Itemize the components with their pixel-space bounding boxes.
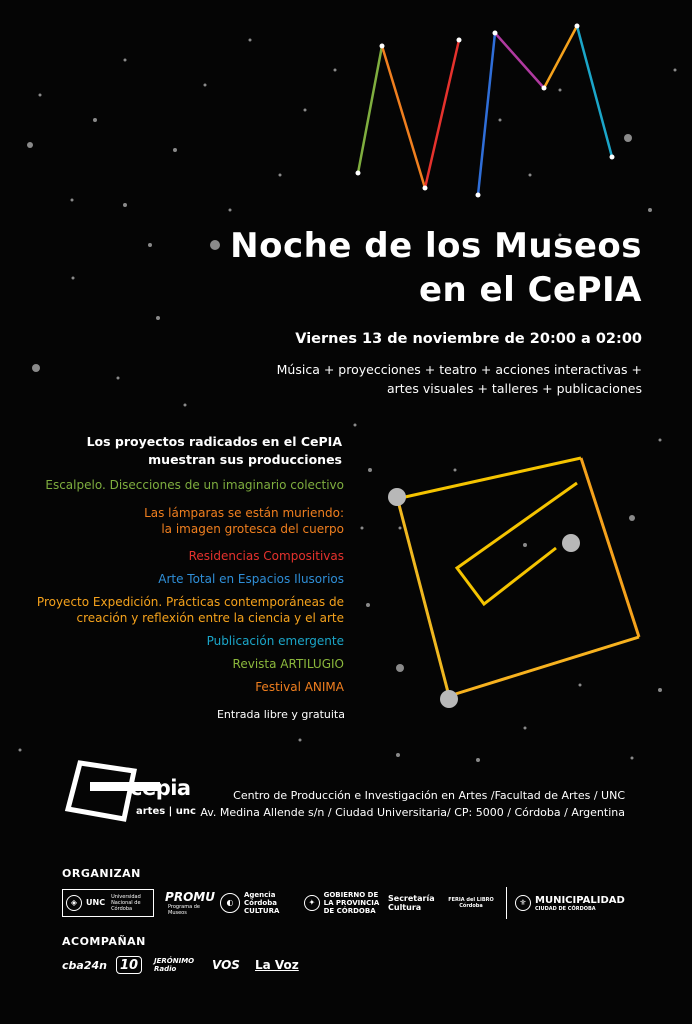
nm-logo [356, 24, 615, 198]
event-title-line1: Noche de los Museos [230, 226, 642, 266]
gobierno-seal-icon: ✦ [304, 895, 320, 911]
agencia-cultura-logo [220, 887, 296, 919]
cepia-logo-sub: artes | unc [136, 806, 196, 817]
feria-logo-text: FERIA del LIBRO Córdoba [448, 897, 494, 909]
secretaria-logo-text: Secretaría Cultura [388, 894, 435, 912]
gobierno-logo-text: GOBIERNO DE LA PROVINCIA DE CÓRDOBA [323, 891, 380, 915]
project-line: Publicación emergente [206, 634, 344, 648]
project-item [4, 571, 344, 587]
event-title-line2: en el CePIA [418, 270, 642, 310]
organizers-label: ORGANIZAN [62, 867, 141, 880]
institution-address [200, 787, 625, 821]
promu-logo-text: PROMU [165, 889, 215, 904]
project-line: Escalpelo. Disecciones de un imaginario colectivo [45, 478, 344, 492]
feria-libro-logo [447, 887, 495, 919]
agencia-icon: ◐ [220, 893, 240, 913]
project-item [4, 679, 344, 695]
activities-line2: artes visuales + talleres + publicaciones [386, 381, 642, 396]
unc-seal-icon: ◈ [66, 895, 82, 911]
projects-heading-line2: muestran sus producciones [148, 452, 342, 467]
project-line: Proyecto Expedición. Prácticas contemporáneas de [36, 595, 344, 609]
projects-list [4, 477, 344, 695]
project-item [4, 505, 344, 537]
supporters-logos [62, 955, 312, 977]
project-line: Festival ANIMA [255, 680, 344, 694]
gobierno-cordoba-logo [304, 887, 380, 919]
project-line: Arte Total en Espacios Ilusorios [158, 572, 344, 586]
project-line: Las lámparas se están muriendo: [144, 506, 344, 520]
square-constellation [388, 458, 639, 708]
project-line: la imagen grotesca del cuerpo [161, 522, 344, 536]
promu-logo-sub: Programa de Museos [168, 903, 200, 916]
organizers-logos [62, 887, 632, 921]
supporters-label: ACOMPAÑAN [62, 935, 146, 948]
event-title [230, 224, 642, 312]
project-item [4, 656, 344, 672]
cba24n-logo: cba24n [62, 958, 107, 972]
agencia-logo-text: Agencia Córdoba CULTURA [244, 891, 280, 915]
unc-logo-text: UNC [86, 898, 106, 907]
vos-logo: VOS [212, 958, 240, 972]
project-line: creación y reflexión entre la ciencia y el arte [76, 611, 344, 625]
project-line: Revista ARTILUGIO [232, 657, 344, 671]
secretaria-cultura-logo [388, 887, 435, 919]
cepia-logo-word: cepia [130, 776, 191, 800]
address-line2: Av. Medina Allende s/n / Ciudad Universitaria/ CP: 5000 / Córdoba / Argentina [200, 806, 625, 819]
address-line1: Centro de Producción e Investigación en Artes /Facultad de Artes / UNC [233, 789, 625, 802]
project-item [4, 594, 344, 626]
projects-heading-line1: Los proyectos radicados en el CePIA [86, 434, 342, 449]
project-item [4, 477, 344, 493]
promu-logo [165, 887, 215, 919]
jeronimo-radio-logo: JERÓNIMO Radio [154, 957, 195, 973]
activities-list [277, 360, 642, 398]
municipalidad-logo-text-group [535, 895, 625, 912]
project-item [4, 548, 344, 564]
project-line: Residencias Compositivas [188, 549, 344, 563]
municipalidad-seal-icon: ⚜ [515, 895, 531, 911]
activities-line1: Música + proyecciones + teatro + acciones interactivas + [276, 362, 642, 377]
lavoz-logo: La Voz [255, 958, 299, 972]
municipalidad-logo [506, 887, 626, 919]
unc-logo [62, 889, 154, 917]
municipalidad-logo-sub: CIUDAD DE CÓRDOBA [535, 905, 596, 912]
event-date: Viernes 13 de noviembre de 20:00 a 02:00 [295, 331, 642, 347]
project-item [4, 633, 344, 649]
unc-logo-full: Universidad Nacional de Córdoba [111, 894, 141, 912]
municipalidad-logo-text: MUNICIPALIDAD [535, 894, 625, 906]
entry-note: Entrada libre y gratuita [216, 708, 345, 721]
projects-heading [87, 433, 342, 469]
canal10-logo: 10 [116, 956, 142, 974]
